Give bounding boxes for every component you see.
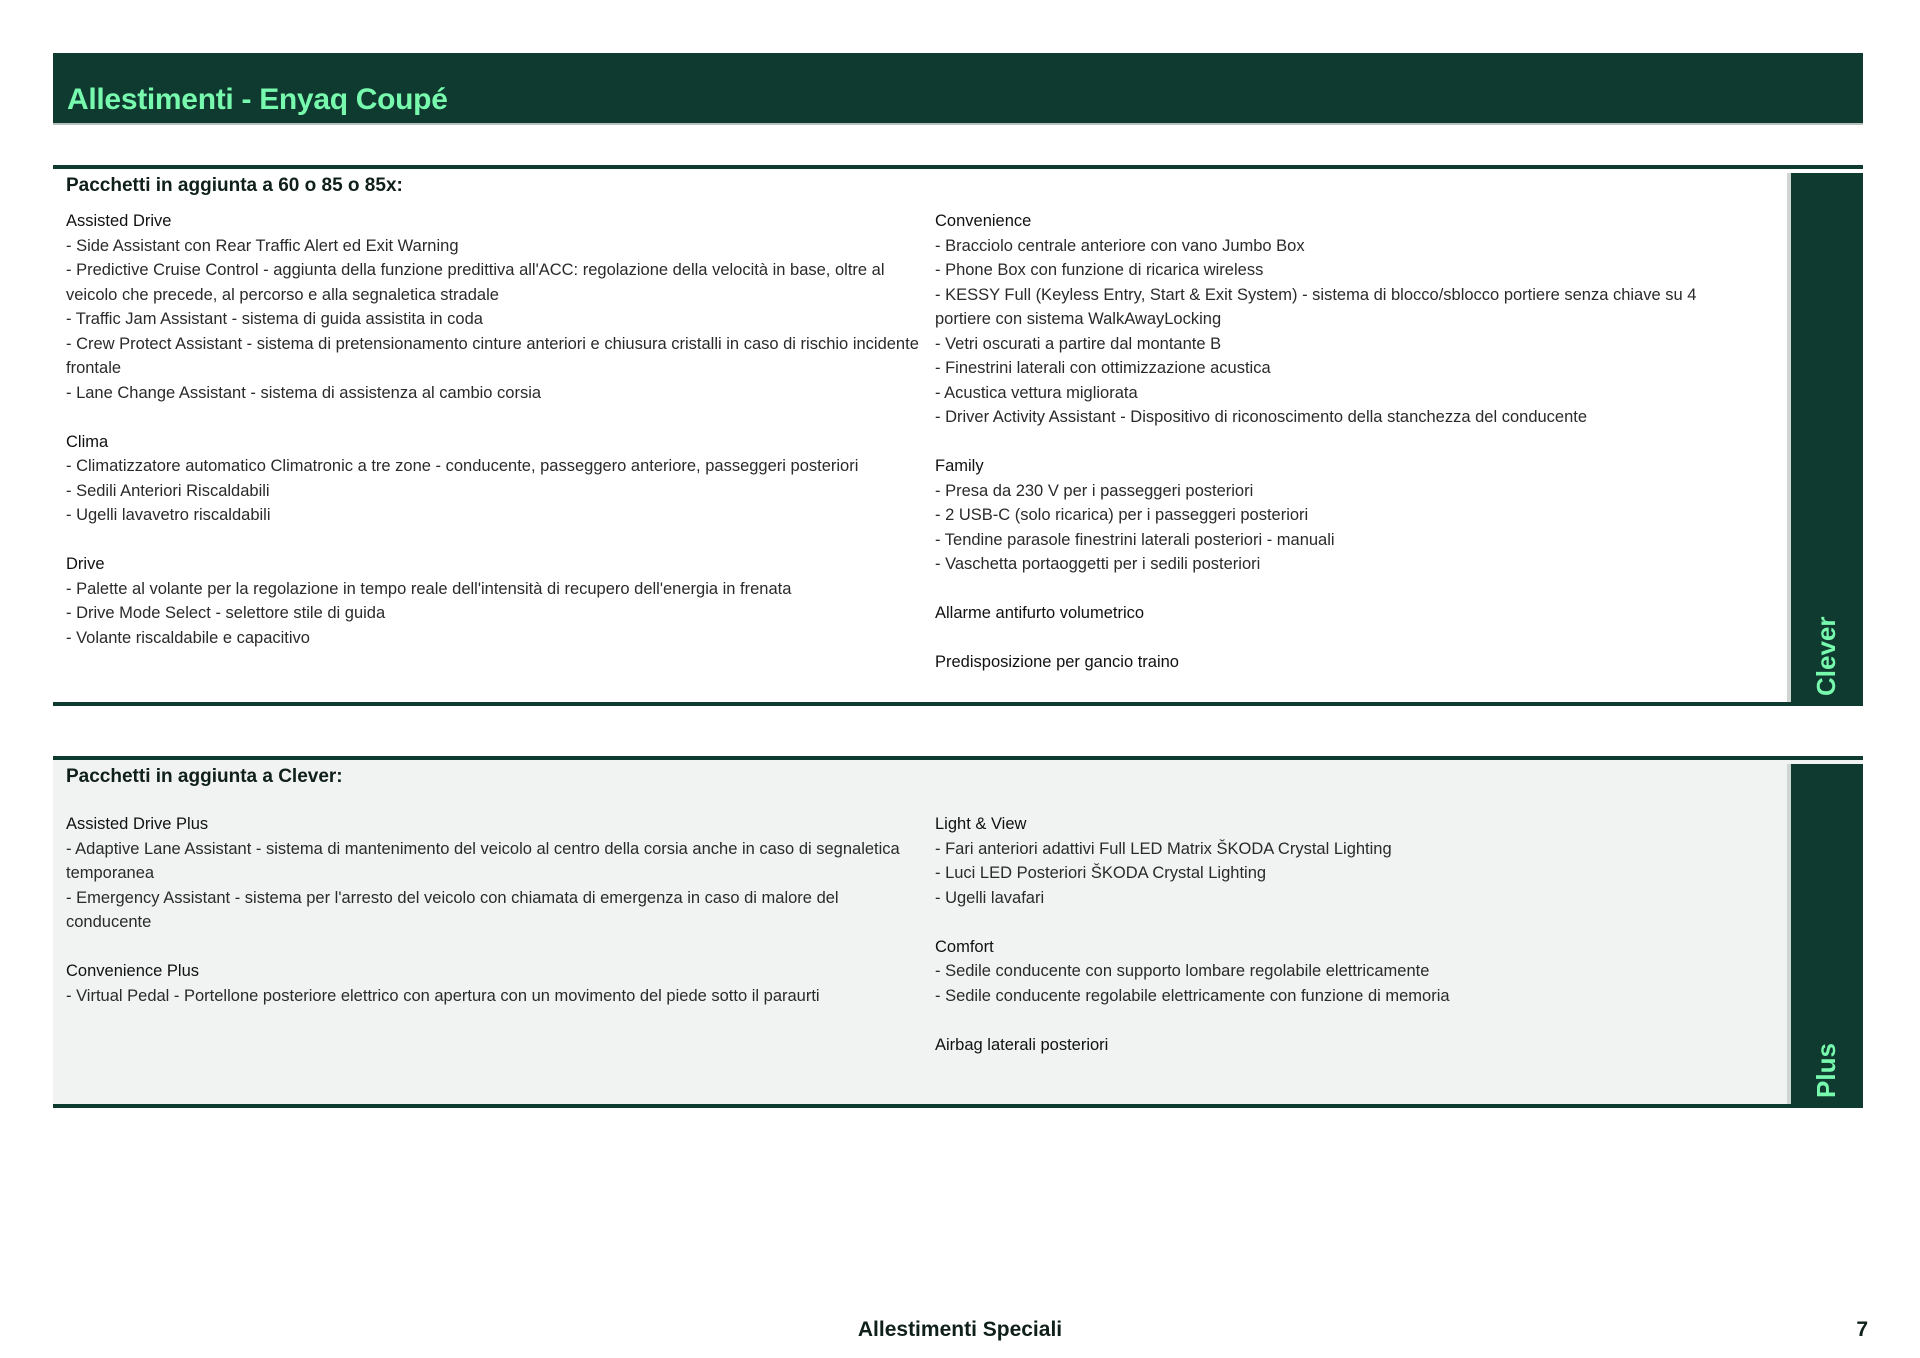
- feature-group-title: Predisposizione per gancio traino: [935, 653, 1179, 671]
- page-number: 7: [1856, 1318, 1868, 1341]
- clever-right-column: [935, 209, 1755, 699]
- feature-item: - Fari anteriori adattivi Full LED Matrix ŠKODA Crystal Lighting: [935, 839, 1392, 858]
- feature-item: - Sedile conducente regolabile elettricamente con funzione di memoria: [935, 986, 1450, 1005]
- feature-item: - Ugelli lavavetro riscaldabili: [66, 506, 271, 524]
- clever-content: [66, 169, 1783, 702]
- feature-item: - Sedili Anteriori Riscaldabili: [66, 481, 270, 500]
- feature-item: - Vetri oscurati a partire dal montante B: [935, 334, 1222, 353]
- feature-item: - Lane Change Assistant - sistema di assistenza al cambio corsia: [66, 383, 542, 402]
- feature-group: [66, 959, 924, 1008]
- feature-item: - Finestrini laterali con ottimizzazione acustica: [935, 359, 1271, 377]
- feature-item: - Vaschetta portaoggetti per i sedili posteriori: [935, 555, 1261, 573]
- feature-group-title: Allarme antifurto volumetrico: [935, 604, 1145, 622]
- plus-section: [53, 756, 1863, 1108]
- feature-group-title: Assisted Drive Plus: [66, 815, 209, 833]
- feature-item: - Predictive Cruise Control - aggiunta della funzione predittiva all'ACC: regolazione della velocità in base, oltre al veicolo che precede, al percorso e alla segnaletica stradale: [66, 261, 885, 304]
- plus-section-title: Pacchetti in aggiunta a Clever:: [66, 766, 343, 787]
- feature-item: - Palette al volante per la regolazione in tempo reale dell'intensità di recupero dell'energia in frenata: [66, 579, 792, 598]
- feature-item: - KESSY Full (Keyless Entry, Start & Exit System) - sistema di blocco/sblocco portiere senza chiave su 4 portiere con sistema WalkAwayLocking: [935, 285, 1697, 328]
- feature-group: [66, 812, 924, 935]
- feature-group-title: Comfort: [935, 937, 994, 956]
- feature-group: [935, 935, 1755, 1009]
- feature-item: - Climatizzatore automatico Climatronic a tre zone - conducente, passeggero anteriore, passeggeri posteriori: [66, 457, 859, 475]
- feature-item: - Bracciolo centrale anteriore con vano Jumbo Box: [935, 236, 1305, 255]
- feature-item: - Volante riscaldabile e capacitivo: [66, 628, 310, 647]
- plus-right-column: [935, 812, 1755, 1082]
- clever-left-column: [66, 209, 924, 675]
- page-title: Allestimenti - Enyaq Coupé: [67, 83, 448, 116]
- feature-item: - Crew Protect Assistant - sistema di pretensionamento cinture anteriori e chiusura cristalli in caso di rischio incidente frontale: [66, 334, 919, 377]
- feature-item: - Presa da 230 V per i passeggeri posteriori: [935, 481, 1254, 500]
- feature-item: - Virtual Pedal - Portellone posteriore elettrico con apertura con un movimento del piede sotto il paraurti: [66, 986, 820, 1005]
- feature-item: - Side Assistant con Rear Traffic Alert ed Exit Warning: [66, 236, 459, 255]
- plus-tab-label: Plus: [1811, 1043, 1841, 1098]
- feature-group-title: Assisted Drive: [66, 212, 172, 230]
- feature-group: [935, 454, 1755, 577]
- feature-group: [935, 209, 1755, 430]
- feature-group: [935, 650, 1755, 675]
- feature-item: - Acustica vettura migliorata: [935, 383, 1138, 402]
- feature-group: [66, 552, 924, 650]
- clever-tab-label: Clever: [1811, 616, 1841, 696]
- feature-item: - Ugelli lavafari: [935, 888, 1045, 907]
- footer-title: Allestimenti Speciali: [857, 1318, 1063, 1341]
- feature-item: - Drive Mode Select - selettore stile di guida: [66, 604, 386, 622]
- feature-group-title: Drive: [66, 555, 105, 573]
- feature-item: - Phone Box con funzione di ricarica wireless: [935, 261, 1264, 279]
- feature-group-title: Clima: [66, 432, 109, 451]
- feature-item: - Tendine parasole finestrini laterali posteriori - manuali: [935, 530, 1335, 549]
- feature-item: - Adaptive Lane Assistant - sistema di mantenimento del veicolo al centro della corsia anche in caso di segnaletica temporanea: [66, 839, 900, 882]
- clever-section-title: Pacchetti in aggiunta a 60 o 85 o 85x:: [66, 175, 403, 196]
- plus-left-column: [66, 812, 924, 1033]
- feature-group: [935, 812, 1755, 910]
- feature-group-title: Light & View: [935, 815, 1027, 833]
- feature-item: - Sedile conducente con supporto lombare regolabile elettricamente: [935, 962, 1430, 980]
- feature-group-title: Convenience: [935, 212, 1032, 230]
- feature-group-title: Airbag laterali posteriori: [935, 1035, 1109, 1054]
- header-bar: [53, 53, 1863, 125]
- clever-section: [53, 165, 1863, 706]
- plus-content: [66, 760, 1783, 1104]
- feature-group: [935, 601, 1755, 626]
- feature-group: [66, 209, 924, 405]
- clever-side-tab: [1787, 173, 1863, 702]
- feature-item: - Traffic Jam Assistant - sistema di guida assistita in coda: [66, 310, 483, 328]
- feature-group-title: Family: [935, 457, 984, 475]
- feature-group: [935, 1033, 1755, 1058]
- feature-group: [66, 430, 924, 528]
- feature-item: - 2 USB-C (solo ricarica) per i passeggeri posteriori: [935, 506, 1309, 524]
- feature-group-title: Convenience Plus: [66, 962, 199, 980]
- feature-item: - Emergency Assistant - sistema per l'arresto del veicolo con chiamata di emergenza in caso di malore del conducente: [66, 888, 839, 931]
- plus-side-tab: [1787, 764, 1863, 1104]
- feature-item: - Luci LED Posteriori ŠKODA Crystal Lighting: [935, 864, 1267, 882]
- feature-item: - Driver Activity Assistant - Dispositivo di riconoscimento della stanchezza del conducente: [935, 408, 1588, 426]
